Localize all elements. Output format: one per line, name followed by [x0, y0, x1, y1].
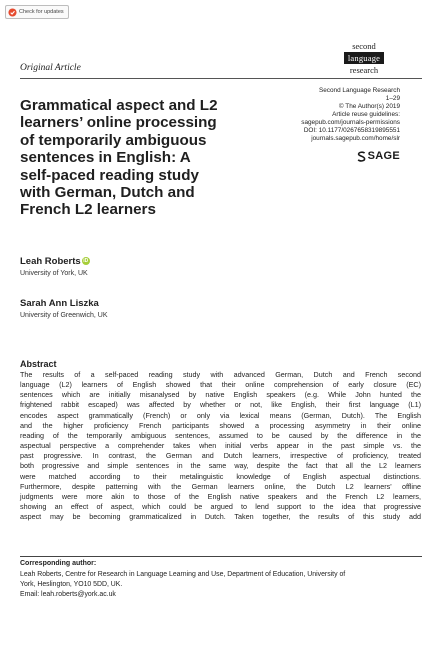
abstract-line: were matched according to their metalinguistic knowledge of English aspectual distinctions.	[20, 471, 421, 481]
abstract-line: past progressive. In contrast, the German and Dutch learners, irrespective of proficiency, treated	[20, 451, 421, 461]
check-updates-icon	[8, 8, 17, 17]
abstract-body	[20, 370, 421, 522]
sage-wordmark: SAGE	[367, 150, 400, 162]
page-range: 1–29	[385, 95, 400, 102]
author-1-name	[20, 256, 90, 267]
title-line: Grammatical aspect and L2	[20, 97, 218, 114]
title-line: French L2 learners	[20, 201, 156, 219]
abstract-line: and the higher proficiency French participants showed a processing asymmetry in their online	[20, 420, 421, 430]
corresponding-address-line: Leah Roberts, Centre for Research in Language Learning and Use, Department of Education, University of	[20, 571, 346, 578]
check-for-updates-badge[interactable]	[5, 5, 69, 19]
journal-logo-line3: research	[349, 65, 379, 75]
abstract-line: Furthermore, despite patterning with the German learners online, the Dutch L2 learners’ offline	[20, 481, 421, 491]
abstract-line: judgments were more akin to those of the English native speakers and the French L2 learners,	[20, 491, 421, 501]
footer-divider	[20, 556, 422, 557]
abstract-line: aspectual perspective a comprehender takes when initial verbs appear in the past simple vs. the	[20, 441, 421, 451]
abstract-line: sentences which are initially misanalysed by native English speakers (e.g. While John hunted the	[20, 390, 421, 400]
article-type: Original Article	[20, 63, 81, 73]
orcid-icon[interactable]: iD	[83, 258, 89, 264]
journal-name: Second Language Research	[318, 87, 400, 94]
corresponding-address-line: York, Heslington, YO10 5DD, UK.	[20, 581, 123, 588]
journal-logo	[344, 40, 384, 76]
journal-logo-line1: second	[352, 41, 376, 51]
abstract-line: aspect may be becoming grammaticalized in Dutch. Taken together, the results of this study add	[20, 512, 421, 522]
author-1-affiliation: University of York, UK	[20, 270, 88, 277]
abstract-line: frightened rabbit escaped) was affected by whether or not, like English, their first language (L1)	[20, 400, 421, 410]
journal-home-link[interactable]: journals.sagepub.com/home/slr	[311, 135, 400, 142]
author-2-affiliation: University of Greenwich, UK	[20, 312, 108, 319]
check-updates-label: Check for updates	[19, 9, 64, 15]
copyright: © The Author(s) 2019	[338, 103, 400, 110]
abstract-line: The results of a self-paced reading study with advanced German, Dutch and French second	[20, 370, 421, 379]
corresponding-email[interactable]: Email: leah.roberts@york.ac.uk	[20, 591, 116, 598]
author-2-name: Sarah Ann Liszka	[20, 298, 99, 309]
doi[interactable]: DOI: 10.1177/0267658319895551	[303, 127, 400, 134]
title-line: self-paced reading study	[20, 166, 199, 184]
title-line: with German, Dutch and	[20, 184, 195, 202]
header-divider	[20, 78, 422, 79]
abstract-line: encodes aspect grammatically (French) or only via lexical means (German, Dutch). The English	[20, 410, 421, 420]
sage-logo	[357, 150, 400, 162]
title-line: learners’ online processing	[20, 114, 217, 132]
journal-logo-line2: language	[344, 52, 384, 64]
permissions-link[interactable]: sagepub.com/journals-permissions	[301, 119, 400, 126]
title-line: of temporarily ambiguous	[20, 131, 207, 149]
corresponding-author-details	[20, 570, 421, 600]
abstract-line: language (L2) learners of English showed that their online comprehension of early closure (EC)	[20, 380, 421, 390]
title-line: sentences in English: A	[20, 149, 191, 167]
corresponding-author-heading: Corresponding author:	[20, 560, 97, 567]
sage-mark-icon	[357, 151, 366, 162]
publication-info	[301, 87, 400, 143]
author-1-name-text: Leah Roberts	[20, 256, 81, 267]
article-title	[20, 97, 270, 219]
abstract-line: reading of the temporarily ambiguous sentences, assumed to be caused by the difference in the	[20, 430, 421, 440]
abstract-line: showing an effect of aspect, which could be argued to lend support to the idea that progressive	[20, 502, 421, 512]
abstract-heading: Abstract	[20, 359, 57, 369]
reuse-label: Article reuse guidelines:	[332, 111, 400, 118]
abstract-line: both progressive and simple sentences in the same way, despite the fact that all the L2 learners	[20, 461, 421, 471]
